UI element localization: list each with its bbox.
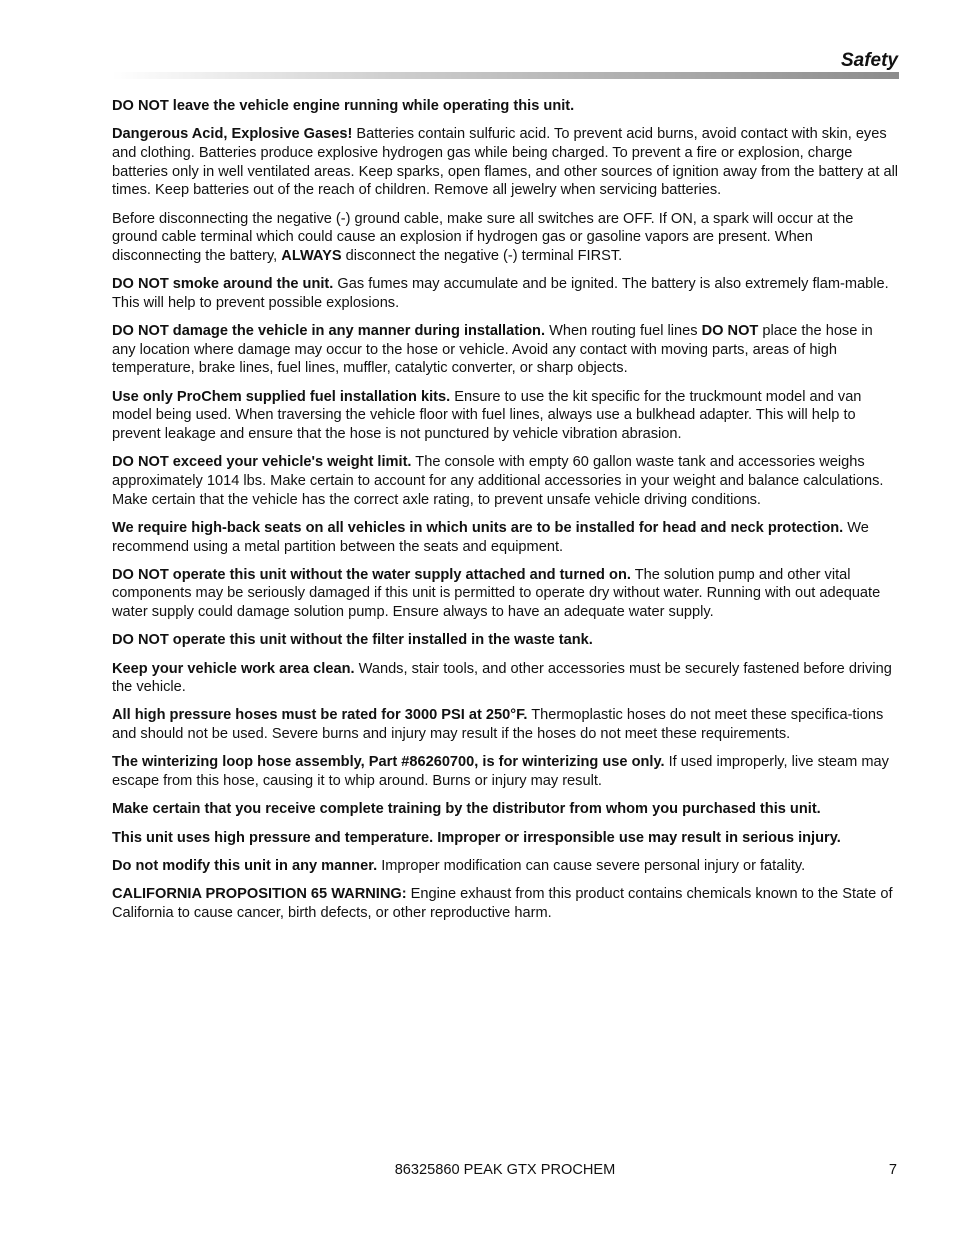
text-run: Thermoplastic hoses do not meet these specifica-tions and should not be used. Severe burns and injury may result if the hoses do not meet these requirements. [112, 707, 884, 743]
text-run: We recommend using a metal partition between the seats and equipment. [112, 519, 869, 555]
safety-paragraph [112, 631, 899, 650]
text-run: DO NOT operate this unit without the water supply attached and turned on. [112, 566, 631, 583]
text-run: CALIFORNIA PROPOSITION 65 WARNING: [112, 885, 407, 902]
safety-paragraph [112, 885, 899, 922]
safety-paragraph [112, 566, 899, 622]
text-run: When routing fuel lines [545, 323, 702, 340]
safety-paragraph [112, 857, 899, 876]
safety-paragraph [112, 660, 899, 697]
text-run: DO NOT damage the vehicle in any manner during installation. [112, 323, 546, 340]
safety-paragraph [112, 706, 899, 743]
safety-paragraph [112, 800, 899, 819]
text-run: Improper modification can cause severe personal injury or fatality. [377, 857, 806, 874]
text-run: DO NOT leave the vehicle engine running while operating this unit. [112, 98, 575, 114]
header-divider-bar [112, 72, 899, 79]
safety-paragraph [112, 210, 899, 266]
footer-document-id: 86325860 PEAK GTX PROCHEM [394, 1162, 616, 1178]
safety-paragraph [112, 453, 899, 509]
safety-paragraph [112, 829, 899, 848]
text-run: Before disconnecting the negative (-) ground cable, make sure all switches are OFF. If ON, a spark will occur at the ground cable terminal which could cause an explosion if hydrogen gas or gasoline vapors are present. When disconnecting the battery, [112, 210, 854, 264]
text-run: DO NOT [701, 323, 759, 340]
text-run: This unit uses high pressure and temperature. Improper or irresponsible use may result in serious injury. [112, 829, 841, 846]
text-run: The solution pump and other vital components may be seriously damaged if this unit is permitted to operate dry without water. Running with out adequate water supply could damage solution pump. Ensure always to have an adequate water supply. [112, 566, 881, 621]
footer-page-number: 7 [888, 1162, 897, 1178]
section-title: Safety [840, 50, 898, 71]
text-run: place the hose in any location where damage may occur to the hose or vehicle. Avoid any contact with moving parts, areas of high temperature, brake lines, fuel lines, muffler, catalytic converter, or sharp objects. [112, 323, 873, 377]
text-run: Dangerous Acid, Explosive Gases! [112, 126, 353, 143]
text-run: All high pressure hoses must be rated for 3000 PSI at 250°F. [112, 707, 528, 724]
text-run: Do not modify this unit in any manner. [112, 857, 378, 874]
safety-content [112, 97, 899, 932]
text-run: Use only ProChem supplied fuel installation kits. [112, 388, 451, 405]
text-run: Wands, stair tools, and other accessories must be securely fastened before driving the vehicle. [112, 660, 892, 696]
text-run: The winterizing loop hose assembly, Part #86260700, is for winterizing use only. [112, 754, 665, 771]
text-run: We require high-back seats on all vehicles in which units are to be installed for head and neck protection. [112, 519, 844, 536]
text-run: Gas fumes may accumulate and be ignited. The battery is also extremely flam-mable. This will help to prevent possible explosions. [112, 276, 889, 311]
safety-paragraph [112, 322, 899, 378]
safety-paragraph [112, 753, 899, 790]
safety-paragraph [112, 125, 899, 200]
safety-paragraph [112, 97, 899, 116]
text-run: Keep your vehicle work area clean. [112, 660, 355, 677]
safety-paragraph [112, 388, 899, 444]
text-run: Ensure to use the kit specific for the truckmount model and van model being used. When traversing the vehicle floor with fuel lines, always use a bulkhead adapter. This will help to prevent leakage and ensure that the hose is not punctured by vehicle vibration abrasion. [112, 388, 862, 443]
text-run: DO NOT exceed your vehicle's weight limit. [112, 454, 412, 471]
text-run: DO NOT smoke around the unit. [112, 276, 334, 293]
text-run: The console with empty 60 gallon waste tank and accessories weighs approximately 1014 lbs. Make certain to account for any additional accessories in your weight and balance calculations. Make certain that the vehicle has the correct axle rating, to prevent unsafe vehicle driving conditions. [112, 454, 884, 508]
text-run: If used improperly, live steam may escape from this hose, causing it to whip around. Burns or injury may result. [112, 754, 889, 790]
text-run: Engine exhaust from this product contains chemicals known to the State of California to cause cancer, birth defects, or other reproductive harm. [112, 885, 893, 921]
text-run: Make certain that you receive complete training by the distributor from whom you purchased this unit. [112, 801, 821, 818]
text-run: disconnect the negative (-) terminal FIRST. [341, 247, 623, 264]
text-run: ALWAYS [281, 247, 342, 264]
safety-paragraph [112, 275, 899, 312]
safety-paragraph [112, 519, 899, 556]
text-run: DO NOT operate this unit without the filter installed in the waste tank. [112, 632, 593, 649]
text-run: Batteries contain sulfuric acid. To prevent acid burns, avoid contact with skin, eyes and clothing. Batteries produce explosive hydrogen gas while being charged. To prevent a fire or explosion, charge batteries only in well ventilated areas. Keep sparks, open flames, and other sources of ignition away from the battery at all times. Keep batteries out of the reach of children. Remove all jewelry when servicing batteries. [112, 126, 899, 199]
